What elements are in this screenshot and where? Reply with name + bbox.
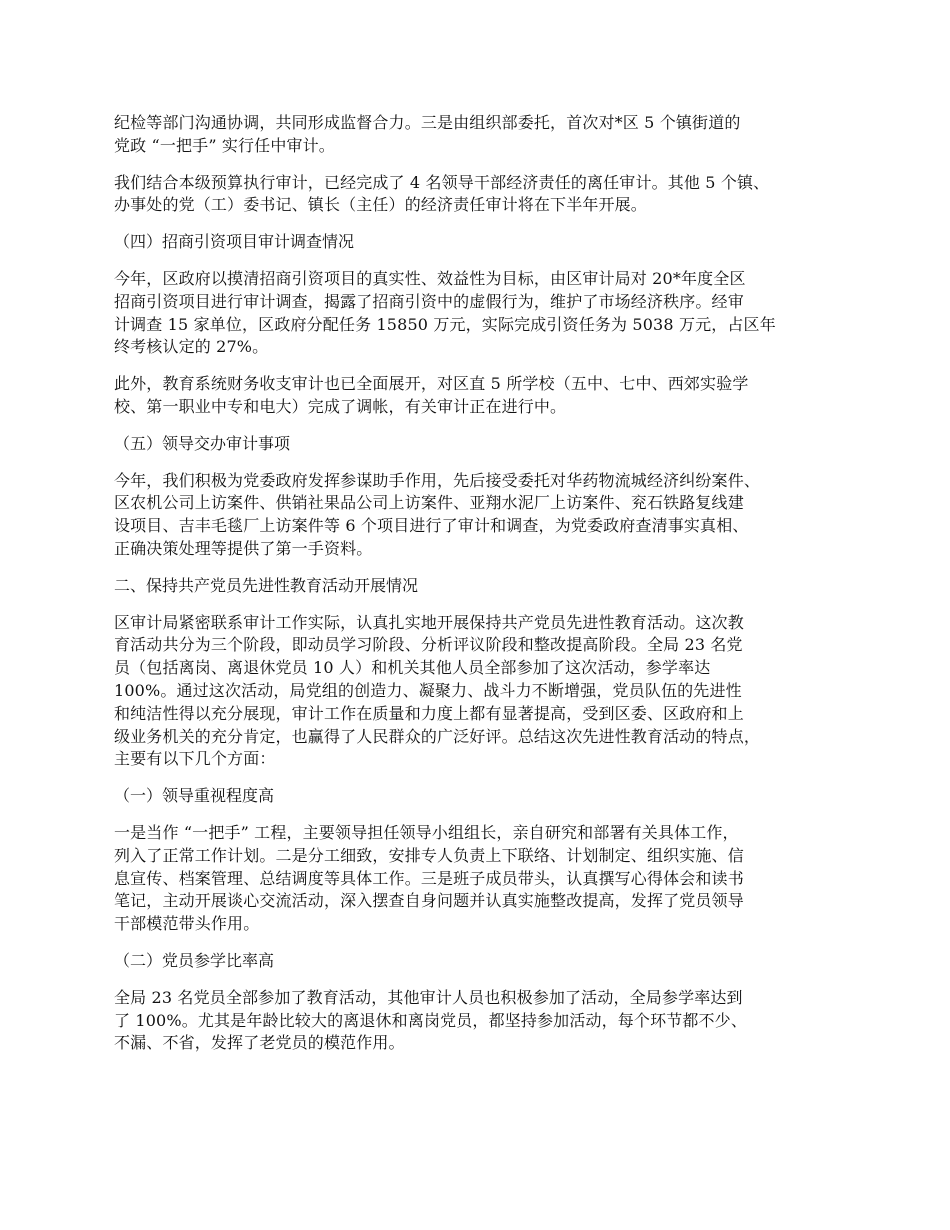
section-heading <box>114 231 854 254</box>
body-paragraph <box>114 112 854 158</box>
text-line: （二）党员参学比率高 <box>114 950 275 970</box>
text-line: 息宣传、档案管理、总结调度等具体工作。三是班子成员带头，认真撰写心得体会和读书 <box>114 868 744 888</box>
section-heading <box>114 575 854 598</box>
text-line: 办事处的党（工）委书记、镇长（主任）的经济责任审计将在下半年开展。 <box>114 195 647 215</box>
text-line: 列入了正常工作计划。二是分工细致，安排专人负责上下联络、计划制定、组织实施、信 <box>114 845 744 865</box>
text-line: 终考核认定的 27%。 <box>114 337 269 357</box>
text-line: 纪检等部门沟通协调，共同形成监督合力。三是由组织部委托，首次对*区 5 个镇街道的 <box>114 113 741 132</box>
text-line: 了 100%。尤其是年龄比较大的离退休和离岗党员，都坚持参加活动，每个环节都不少、 <box>114 1010 747 1030</box>
text-line: 二、保持共产党员先进性教育活动开展情况 <box>114 575 419 595</box>
text-line: （四）招商引资项目审计调查情况 <box>114 232 355 252</box>
text-line: 校、第一职业中专和电大）完成了调帐，有关审计正在进行中。 <box>114 396 567 416</box>
text-line: 干部模范带头作用。 <box>114 914 260 934</box>
body-paragraph <box>114 987 854 1055</box>
text-line: 一是当作 “一把手” 工程，主要领导担任领导小组组长，亲自研究和部署有关具体工作， <box>114 822 739 842</box>
section-heading <box>114 433 854 456</box>
text-line: 党政 “一把手” 实行任中审计。 <box>114 135 335 155</box>
body-paragraph <box>114 470 854 561</box>
document-page <box>114 112 854 1069</box>
text-line: 主要有以下几个方面： <box>114 749 276 769</box>
text-line: 此外，教育系统财务收支审计也已全面展开，对区直 5 所学校（五中、七中、西郊实验学 <box>114 374 749 394</box>
text-line: 100%。通过这次活动，局党组的创造力、凝聚力、战斗力不断增强，党员队伍的先进性 <box>114 680 742 700</box>
text-line: 员（包括离岗、离退休党员 10 人）和机关其他人员全部参加了这次活动，参学率达 <box>114 658 711 678</box>
body-paragraph <box>114 172 854 218</box>
body-paragraph <box>114 373 854 419</box>
text-line: 招商引资项目进行审计调查，揭露了招商引资中的虚假行为，维护了市场经济秩序。经审 <box>114 291 744 311</box>
body-paragraph <box>114 822 854 936</box>
text-line: 设项目、吉丰毛毯厂上访案件等 6 个项目进行了审计和调查，为党委政府查清事实真相、 <box>114 516 749 536</box>
text-line: 笔记，主动开展谈心交流活动，深入摆查自身问题并认真实施整改提高，发挥了党员领导 <box>114 891 744 911</box>
text-line: 今年，我们积极为党委政府发挥参谋助手作用，先后接受委托对华药物流城经济纠纷案件、 <box>114 470 761 490</box>
text-line: （一）领导重视程度高 <box>114 786 275 806</box>
section-heading <box>114 785 854 808</box>
body-paragraph <box>114 612 854 772</box>
text-line: 区农机公司上访案件、供销社果品公司上访案件、亚翔水泥厂上访案件、兖石铁路复线建 <box>114 493 744 513</box>
text-line: 不漏、不省，发挥了老党员的模范作用。 <box>114 1033 405 1053</box>
text-line: 计调查 15 家单位，区政府分配任务 15850 万元，实际完成引资任务为 5038 万元，占区年 <box>114 314 776 334</box>
text-line: 和纯洁性得以充分展现，审计工作在质量和力度上都有显著提高，受到区委、区政府和上 <box>114 703 744 723</box>
text-line: 级业务机关的充分肯定，也赢得了人民群众的广泛好评。总结这次先进性教育活动的特点， <box>114 726 761 746</box>
text-line: 我们结合本级预算执行审计，已经完成了 4 名领导干部经济责任的离任审计。其他 5 个镇、 <box>114 172 770 192</box>
body-paragraph <box>114 268 854 359</box>
text-line: 育活动共分为三个阶段，即动员学习阶段、分析评议阶段和整改提高阶段。全局 23 名党 <box>114 635 743 655</box>
text-line: （五）领导交办审计事项 <box>114 433 291 453</box>
text-line: 全局 23 名党员全部参加了教育活动，其他审计人员也积极参加了活动，全局参学率达到 <box>114 987 743 1007</box>
section-heading <box>114 950 854 973</box>
text-line: 正确决策处理等提供了第一手资料。 <box>114 538 373 558</box>
text-line: 区审计局紧密联系审计工作实际，认真扎实地开展保持共产党员先进性教育活动。这次教 <box>114 612 744 632</box>
text-line: 今年，区政府以摸清招商引资项目的真实性、效益性为目标，由区审计局对 20*年度全区 <box>114 268 746 288</box>
